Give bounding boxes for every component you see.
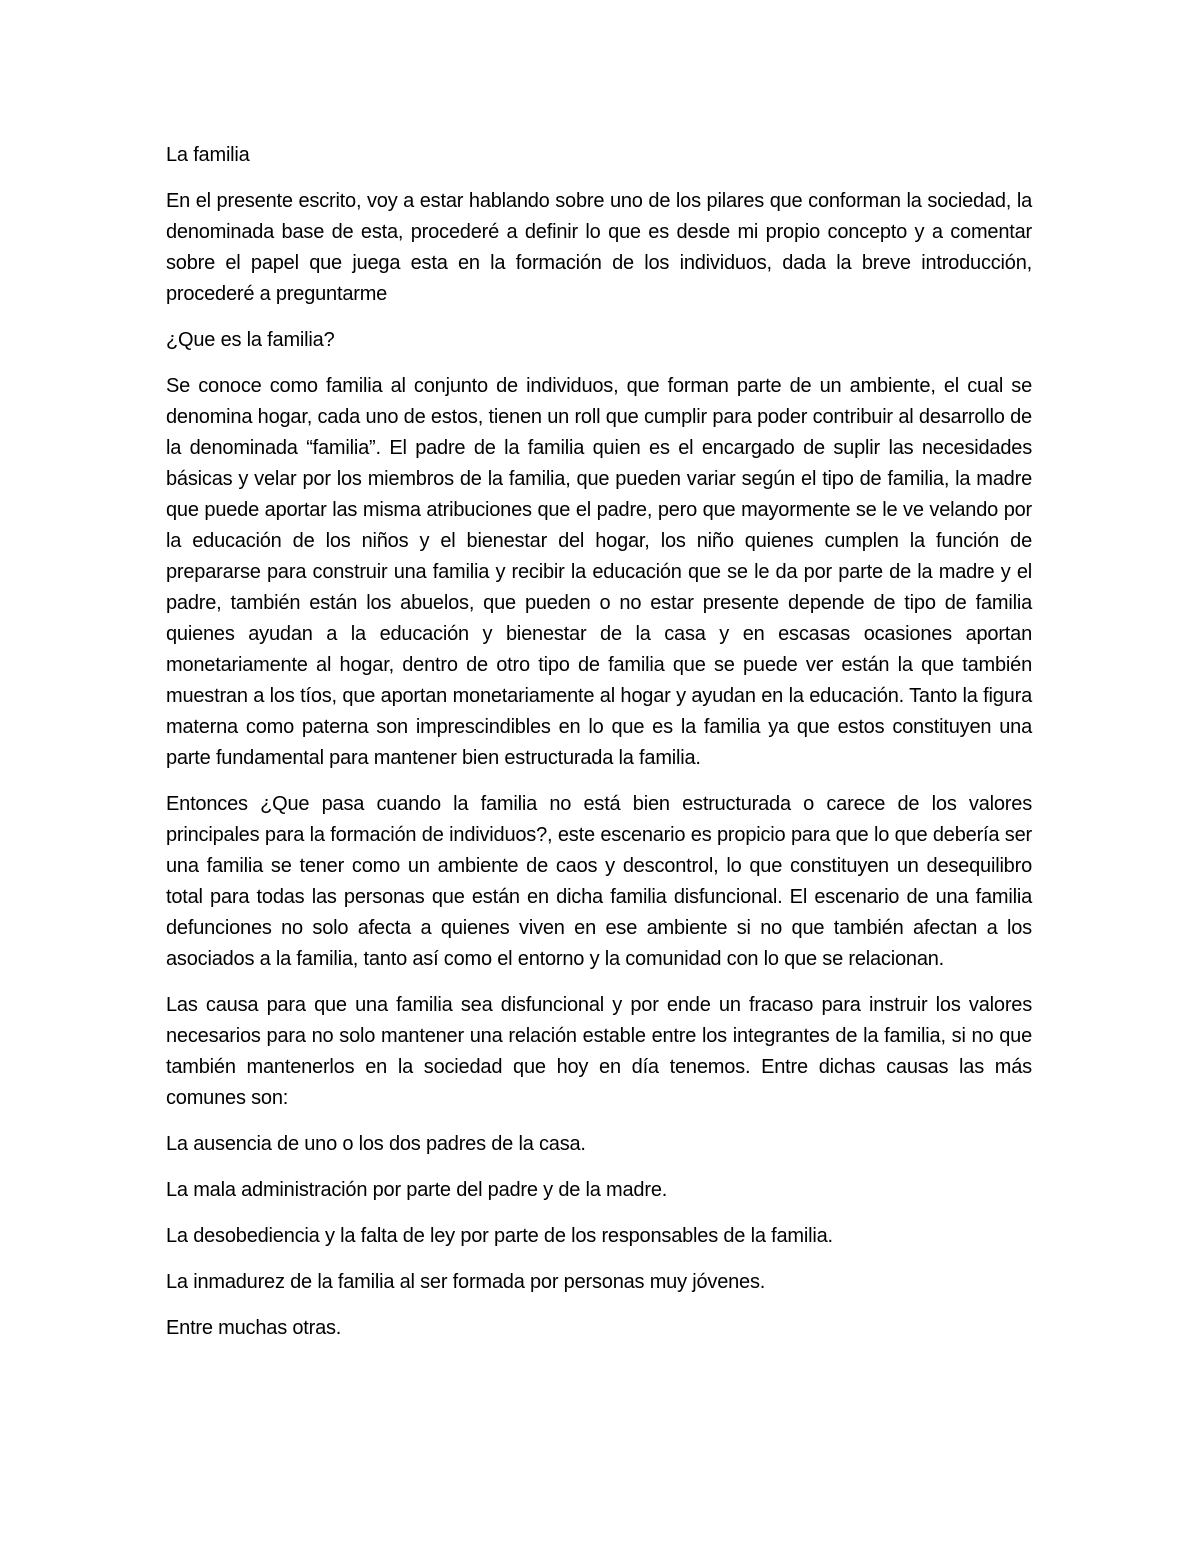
dysfunction-paragraph: Entonces ¿Que pasa cuando la familia no está bien estructurada o carece de los valores principales para la formación de individuos?, este escenario es propicio para que lo que debería ser una familia se tener como un ambiente de caos y descontrol, lo que constituyen un desequilibro total para todas las personas que están en dicha familia disfuncional. El escenario de una familia defunciones no solo afecta a quienes viven en ese ambiente si no que también afectan a los asociados a la familia, tanto así como el entorno y la comunidad con lo que se relacionan. (166, 793, 1032, 970)
question-heading: ¿Que es la familia? (166, 329, 335, 351)
document-title: La familia (166, 144, 250, 166)
closing-line: Entre muchas otras. (166, 1317, 342, 1339)
cause-item: La mala administración por parte del padre y de la madre. (166, 1179, 668, 1201)
cause-item: La ausencia de uno o los dos padres de la casa. (166, 1133, 586, 1155)
causes-intro-paragraph: Las causa para que una familia sea disfuncional y por ende un fracaso para instruir los valores necesarios para no solo mantener una relación estable entre los integrantes de la familia, si no que también mantenerlos en la sociedad que hoy en día tenemos. Entre dichas causas las más comunes son: (166, 994, 1032, 1109)
definition-paragraph: Se conoce como familia al conjunto de individuos, que forman parte de un ambiente, el cual se denomina hogar, cada uno de estos, tienen un roll que cumplir para poder contribuir al desarrollo de la denominada “familia”. El padre de la familia quien es el encargado de suplir las necesidades básicas y velar por los miembros de la familia, que pueden variar según el tipo de familia, la madre que puede aportar las misma atribuciones que el padre, pero que mayormente se le ve velando por la educación de los niños y el bienestar del hogar, los niño quienes cumplen la función de prepararse para construir una familia y recibir la educación que se le da por parte de la madre y el padre, también están los abuelos, que pueden o no estar presente depende de tipo de familia quienes ayudan a la educación y bienestar de la casa y en escasas ocasiones aportan monetariamente al hogar, dentro de otro tipo de familia que se puede ver están la que también muestran a los tíos, que aportan monetariamente al hogar y ayudan en la educación. Tanto la figura materna como paterna son imprescindibles en lo que es la familia ya que estos constituyen una parte fundamental para mantener bien estructurada la familia. (166, 375, 1032, 769)
cause-item: La inmadurez de la familia al ser formada por personas muy jóvenes. (166, 1271, 766, 1293)
document-body (166, 140, 1032, 1359)
intro-paragraph: En el presente escrito, voy a estar hablando sobre uno de los pilares que conforman la sociedad, la denominada base de esta, procederé a definir lo que es desde mi propio concepto y a comentar sobre el papel que juega esta en la formación de los individuos, dada la breve introducción, procederé a preguntarme (166, 190, 1032, 305)
cause-item: La desobediencia y la falta de ley por parte de los responsables de la familia. (166, 1225, 833, 1247)
